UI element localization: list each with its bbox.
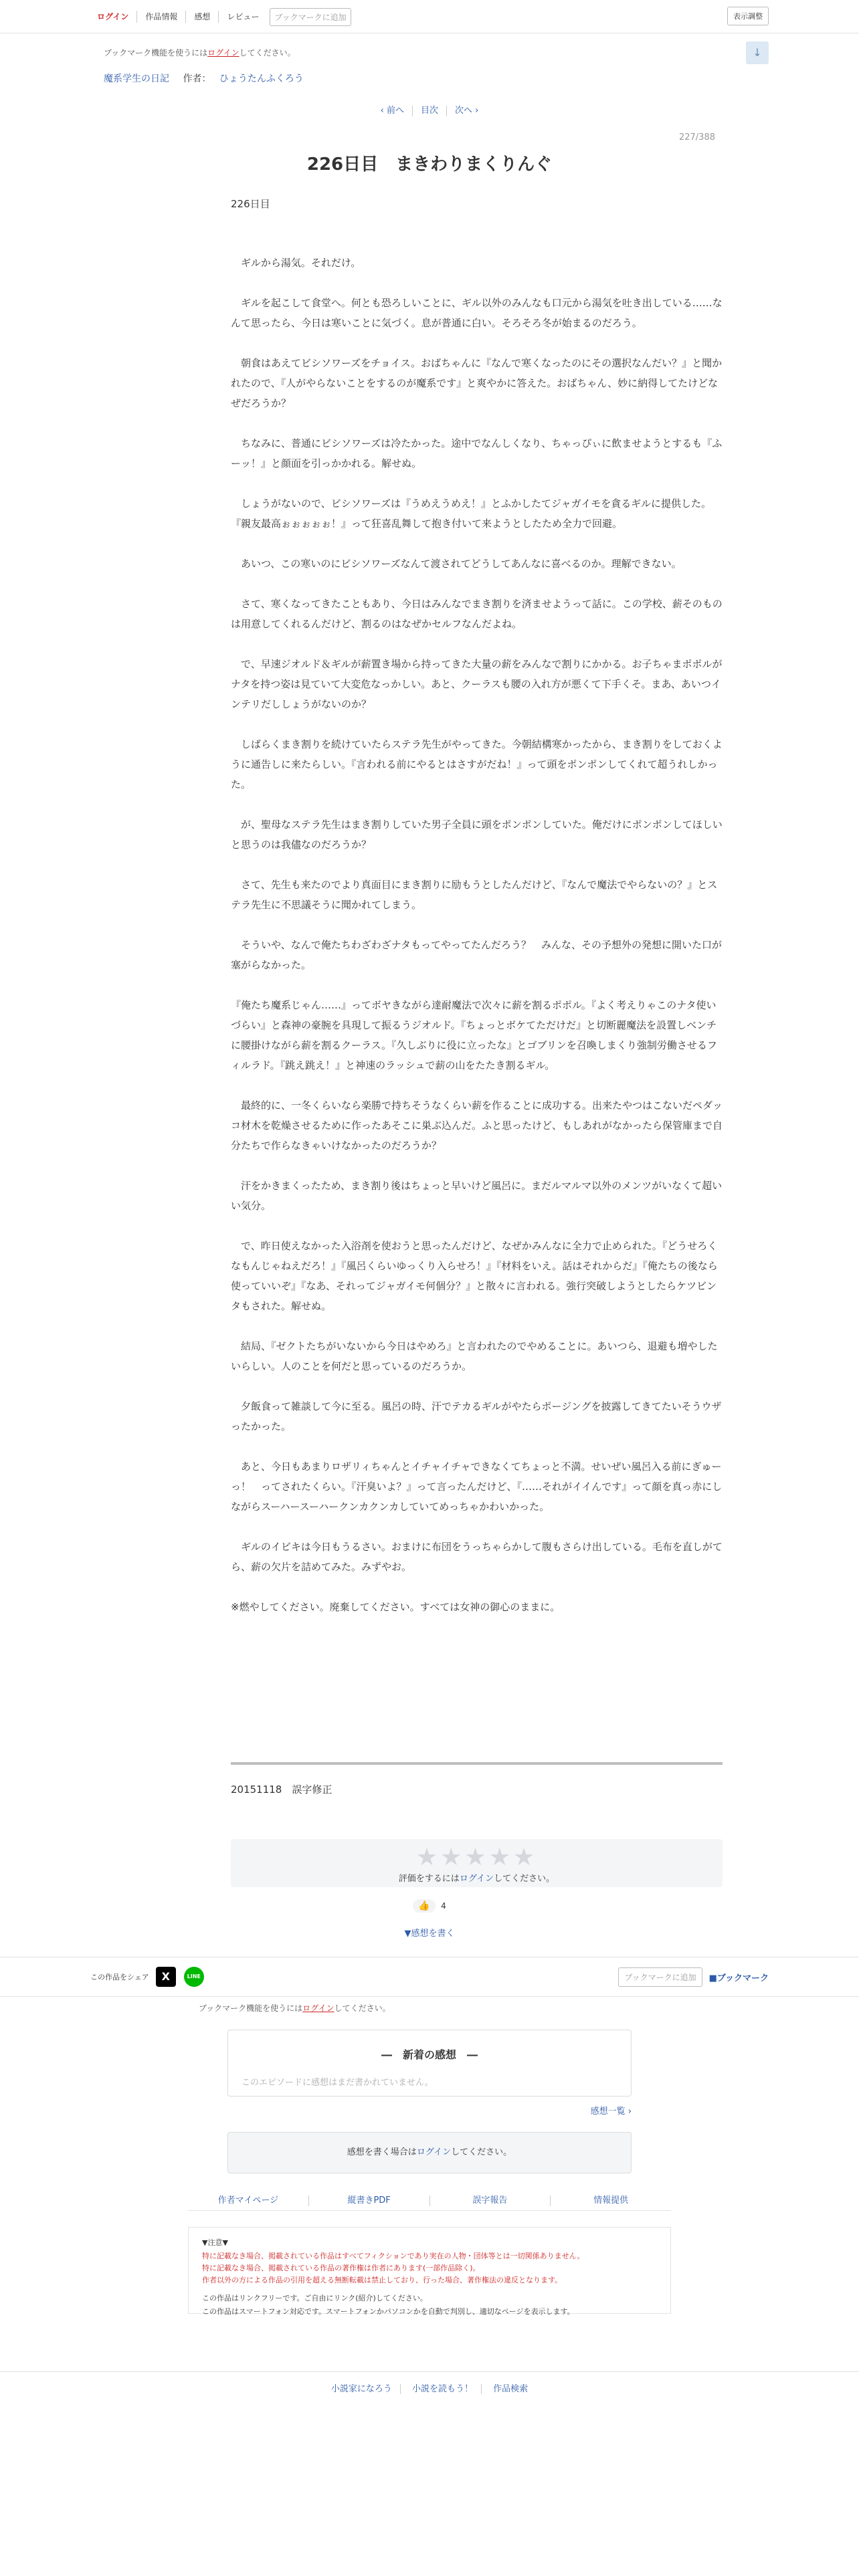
body-paragraph: しばらくまき割りを続けていたらステラ先生がやってきた。今朝結構寒かったから、まき割りをしておくように通告しに来たらしい。『言われる前にやるとはさすがだね！』って頭をポンポンしてくれて超うれしかった。 <box>231 738 723 790</box>
series-info <box>104 72 304 85</box>
body-paragraph: が、聖母なステラ先生はまき割りしていた男子全員に頭をポンポンしていた。俺だけにポンポンしてほしいと思うのは我儘なのだろうか？ <box>231 819 723 851</box>
episode-body <box>231 233 723 1617</box>
body-paragraph: 汗をかきまくったため、まき割り後はちょっと早いけど風呂に。まだルマルマ以外のメンツがいなくて超いい気分。 <box>231 1180 723 1212</box>
rating-login-link[interactable]: ログイン <box>459 1874 494 1884</box>
blank-line <box>231 714 723 734</box>
blank-line <box>231 1517 723 1537</box>
body-paragraph: 『俺たち魔系じゃん……』ってボヤきながら達耐魔法で次々に薪を割るポポル。『よく考えりゃこのナタ使いづらい』と森神の豪腕を具現して振るうジオルド。『ちょっとボケてただけだ』と切断麗魔法を設置しベンチに腰掛けながら薪を割るクーラス。『久しぶりに役に立ったな』とゴブリンを召喚しまくり強制労働させるフィルラド。『跳え跳え！』と神速のラッシュで薪の山をたたき割るギル。 <box>231 999 717 1071</box>
blank-line <box>231 634 723 654</box>
share-label: この作品をシェア <box>90 1973 149 1981</box>
review-link[interactable]: レビュー <box>227 12 260 21</box>
body-paragraph: ※燃やしてください。廃棄してください。すべては女神の御心のままに。 <box>231 1601 561 1613</box>
caution-red-line: 特に記載なき場合、掲載されている作品はすべてフィクションであり実在の人物・団体等とは一切関係ありません。 <box>202 2252 585 2260</box>
blank-line <box>231 1156 723 1176</box>
blank-line <box>231 574 723 594</box>
episode-counter: 227/388 <box>678 132 715 142</box>
body-paragraph: あと、今日もあまりロザリィちゃんとイチャイチャできなくてちょっと不満。せいぜい風呂入る前にぎゅーっ！ ってされたくらい。『汗臭いよ？』って言ったんだけど、『……それがイイんです』って顔を真っ赤にしながらスーハースーハークンカクンカしていてめっちゃかわいかった。 <box>231 1461 723 1513</box>
rating-box <box>231 1839 723 1887</box>
bookmark-link[interactable]: ■ブックマーク <box>708 1973 769 1983</box>
next-link[interactable]: 次へ › <box>455 106 479 116</box>
author-label: 作者： <box>183 74 211 84</box>
caution-title: ▼注意▼ <box>202 2238 228 2247</box>
series-title-link[interactable]: 魔系学生の日記 <box>104 74 169 84</box>
blank-line <box>231 915 723 935</box>
blank-line <box>231 855 723 875</box>
body-paragraph: そういや、なんで俺たちわざわざナタもってやってたんだろう？ みんな、その予想外の発想に開いた口が塞がらなかった。 <box>231 939 722 971</box>
latest-impressions <box>227 2030 632 2097</box>
notice-login-link[interactable]: ログイン <box>207 48 240 58</box>
pager-top <box>90 106 769 116</box>
impressions-link[interactable]: 感想 <box>186 11 219 23</box>
impression-login-link[interactable]: ログイン <box>416 2147 452 2157</box>
bookmark-add-button[interactable]: ブックマークに追加 <box>270 8 351 26</box>
blank-line <box>231 1216 723 1236</box>
rating-stars[interactable]: ★★★★★ <box>415 1844 538 1871</box>
site-footer <box>0 2371 859 2394</box>
episode-subtitle: 226日目 <box>231 198 270 210</box>
bottom-notice-login-link[interactable]: ログイン <box>302 2004 335 2013</box>
arrow-down-icon[interactable]: ↓ <box>746 41 769 64</box>
vertical-pdf-link[interactable]: 縦書きPDF <box>309 2195 430 2206</box>
impression-login-box: 感想を書く場合はログインしてください。 <box>227 2132 632 2173</box>
write-impression-link[interactable]: ▼感想を書く <box>404 1929 455 1939</box>
bookmark-login-notice-bottom: ブックマーク機能を使うにはログインしてください。 <box>199 2004 391 2013</box>
blank-line <box>231 273 723 293</box>
body-paragraph: ギルを起こして食堂へ。何とも恐ろしいことに、ギル以外のみんなも口元から湯気を吐き出している……なんて思ったら、今日は寒いことに気づく。息が普通に白い。そろそろ冬が始まるのだろう。 <box>231 297 723 329</box>
prev-link[interactable]: ‹ 前へ <box>373 106 413 116</box>
body-paragraph: 夕飯食って雑談して今に至る。風呂の時、汗でテカるギルがやたらポージングを披露してきてたいそうウザったかった。 <box>231 1400 722 1432</box>
body-paragraph: ギルのイビキは今日もうるさい。おまけに布団をうっちゃらかして腹もさらけ出している。毛布を直しがてら、薪の欠片を詰めてみた。みずやお。 <box>231 1541 723 1573</box>
author-mypage-link[interactable]: 作者マイページ <box>188 2195 309 2206</box>
blank-line <box>231 975 723 995</box>
impressions-list-link[interactable]: 感想一覧 › <box>590 2107 632 2117</box>
latest-impressions-empty: このエピソードに感想はまだ書かれていません。 <box>242 2078 434 2088</box>
latest-impressions-title: ― 新着の感想 ― <box>381 2048 478 2061</box>
share-bookmark-add-button[interactable]: ブックマークに追加 <box>618 1967 702 1987</box>
blank-line <box>231 534 723 554</box>
blank-line <box>231 473 723 494</box>
caution-link-free: この作品はリンクフリーです。ご自由にリンク(紹介)してください。 <box>202 2294 427 2302</box>
top-header <box>0 0 859 33</box>
like-area <box>90 1899 769 1913</box>
body-paragraph: で、早速ジオルド＆ギルが薪置き場から持ってきた大量の薪をみんなで割りにかかる。お子ちゃまポポルがナタを持つ姿は見ていて大変危なっかしい。あと、クーラスも腰の入れ方が悪くて下手くそ。まあ、あいつインテリだししょうがないのか？ <box>231 658 723 710</box>
body-paragraph: ギルから湯気。それだけ。 <box>231 257 361 269</box>
caution-smartphone: この作品はスマートフォン対応です。スマートフォンかパソコンかを自動で判別し、適切なページを表示します。 <box>202 2307 575 2316</box>
body-paragraph: で、昨日使えなかった入浴剤を使おうと思ったんだけど、なぜかみんなに全力で止められた。『どうせろくなもんじゃねえだろ！』『風呂くらいゆっくり入らせろ！』『材料をいえ。話はそれからだ』『俺たちの後なら使っていいぞ』『なあ、それってジャガイモ何個分？』と散々に言われる。強行突破しようとしたらケツビンタもされた。解せぬ。 <box>231 1240 718 1312</box>
caution-red-line: 作者以外の方による作品の引用を超える無断転載は禁止しており、行った場合、著作権法の違反となります。 <box>202 2276 563 2284</box>
body-paragraph: あいつ、この寒いのにビシソワーズなんて渡されてどうしてあんなに喜べるのか。理解できない。 <box>231 558 682 570</box>
work-footer-links <box>188 2191 671 2211</box>
blank-line <box>231 233 723 253</box>
display-adjust-button[interactable]: 表示調整 <box>727 7 769 25</box>
login-link[interactable]: ログイン <box>90 11 137 23</box>
info-provide-link[interactable]: 情報提供 <box>593 2195 629 2206</box>
blank-line <box>231 1075 723 1095</box>
share-bar <box>0 1957 859 1997</box>
blank-line <box>231 333 723 353</box>
line-share-icon[interactable]: LINE <box>184 1967 204 1987</box>
afterword: 20151118 誤字修正 <box>231 1784 332 1796</box>
like-count: 4 <box>441 1901 446 1911</box>
caution-box <box>188 2227 671 2314</box>
body-paragraph: 結局、『ゼクトたちがいないから今日はやめろ』と言われたのでやめることに。あいつら、退避も増やしたいらしい。人のことを何だと思っているのだろうか。 <box>231 1340 718 1372</box>
body-paragraph: さて、寒くなってきたこともあり、今日はみんなでまき割りを済ませようって話に。この学校、薪そのものは用意してくれるんだけど、割るのはなぜかセルフなんだよね。 <box>231 598 723 630</box>
body-paragraph: ちなみに、普通にビシソワーズは冷たかった。途中でなんしくなり、ちゃっぴぃに飲ませようとするも『ふーッ！』と顔面を引っかかれる。解せぬ。 <box>231 437 723 469</box>
blank-line <box>231 1436 723 1457</box>
author-link[interactable]: ひょうたんふくろう <box>219 74 304 84</box>
blank-line <box>231 1577 723 1597</box>
blank-line <box>231 1316 723 1336</box>
blank-line <box>231 413 723 433</box>
afterword-divider <box>231 1762 723 1765</box>
typo-report-link[interactable]: 誤字報告 <box>430 2195 551 2206</box>
bookmark-login-notice: ブックマーク機能を使うにはログインしてください。 <box>104 48 296 58</box>
blank-line <box>231 794 723 815</box>
footer-narou-link[interactable]: 小説家になろう <box>323 2384 401 2394</box>
body-paragraph: 朝食はあえてビシソワーズをチョイス。おばちゃんに『なんで寒くなったのにその選択なんだい？』と聞かれたので、『人がやらないことをするのが魔系です』と爽やかに答えた。おばちゃん、妙に納得してたけどなぜだろうか？ <box>231 357 723 409</box>
body-paragraph: さて、先生も来たのでより真面目にまき割りに励もうとしたんだけど、『なんで魔法でやらないの？』とステラ先生に不思議そうに聞かれてしまう。 <box>231 879 718 911</box>
footer-search-link[interactable]: 作品検索 <box>493 2384 529 2394</box>
body-paragraph: 最終的に、一冬くらいなら楽勝で持ちそうなくらい薪を作ることに成功する。出来たやつはこないだペダッコ材木を乾燥させるために作ったあそこに巣ぶ込んだ。ふと思ったけど、もしあれがなかったら保管庫まで自分たちで作らなきゃいけなかったのだろうか？ <box>231 1099 723 1152</box>
episode-title: 226日目 まきわりまくりんぐ <box>306 154 553 175</box>
caution-red-line: 特に記載なき場合、掲載されている作品の著作権は作者にあります(一部作品除く)。 <box>202 2264 480 2272</box>
toc-link[interactable]: 目次 <box>413 106 447 116</box>
rating-note: 評価をするにはログインしてください。 <box>398 1874 555 1884</box>
work-info-link[interactable]: 作品情報 <box>137 11 186 23</box>
blank-line <box>231 1376 723 1396</box>
body-paragraph: しょうがないので、ビシソワーズは『うめえうめえ！』とふかしたてジャガイモを貪るギルに提供した。『親友最高ぉぉぉぉぉ！』って狂喜乱舞して抱き付いて来ようとしたため全力で回避。 <box>231 498 712 530</box>
footer-yomou-link[interactable]: 小説を読もう！ <box>404 2384 482 2394</box>
thumbs-up-icon[interactable]: 👍 <box>413 1899 435 1913</box>
x-share-icon[interactable]: X <box>156 1967 176 1987</box>
